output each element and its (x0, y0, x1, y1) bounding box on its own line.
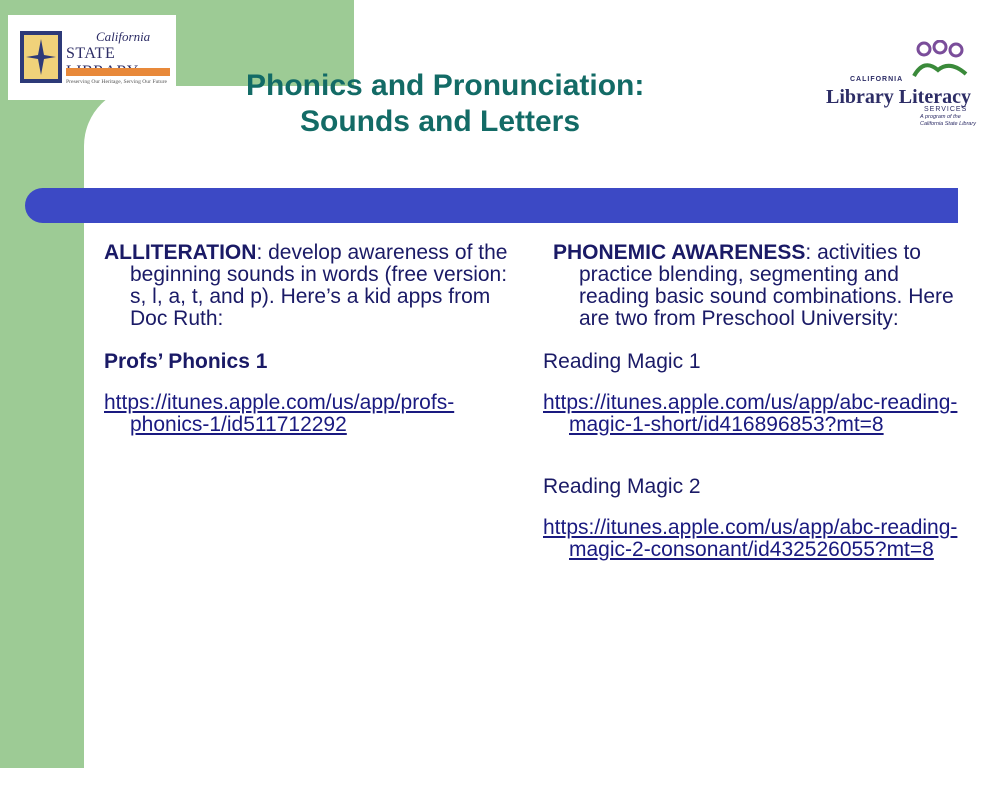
green-sidebar (0, 0, 84, 768)
app-link-paragraph (104, 392, 514, 436)
logo-california-text: California (96, 29, 151, 44)
profs-phonics-link[interactable]: https://itunes.apple.com/us/app/profs-phonics-1/id511712292 (104, 391, 455, 436)
logo-services-text: SERVICES (924, 106, 968, 113)
app-name-reading-magic-2: Reading Magic 2 (543, 475, 701, 498)
right-column (543, 242, 973, 561)
phonemic-awareness-description: : activities to practice blending, segmenting and reading basic sound combinations. Here are two from Preschool University: (579, 241, 954, 330)
people-icon (910, 40, 970, 80)
app-name-reading-magic-1: Reading Magic 1 (543, 350, 701, 373)
alliteration-heading: ALLITERATION (104, 241, 257, 264)
seal-icon (20, 31, 62, 83)
alliteration-paragraph (104, 242, 514, 330)
title-line-1: Phonics and Pronunciation: (246, 69, 645, 102)
reading-magic-1-link[interactable]: https://itunes.apple.com/us/app/abc-reading-magic-1-short/id416896853?mt=8 (543, 391, 958, 436)
logo-california-label: CALIFORNIA (850, 76, 904, 83)
reading-magic-2-paragraph (543, 517, 973, 561)
logo-tagline: Preserving Our Heritage, Serving Our Future (66, 79, 167, 85)
alliteration-description: : develop awareness of the beginning sounds in words (free version: s, l, a, t, and p). Here’s a kid apps from Doc Ruth: (130, 241, 508, 330)
logo-orange-stripe (66, 68, 170, 76)
library-literacy-services-logo (824, 40, 984, 135)
logo-state-library-text: STATE (66, 45, 116, 62)
left-column (104, 242, 514, 436)
reading-magic-1-paragraph (543, 392, 973, 436)
reading-magic-2-link[interactable]: https://itunes.apple.com/us/app/abc-reading-magic-2-consonant/id432526055?mt=8 (543, 516, 958, 561)
blue-divider-band (25, 188, 958, 223)
title-line-2: Sounds and Letters (300, 105, 581, 138)
california-state-library-logo (8, 15, 176, 100)
logo-program-text: A program of the California State Library (920, 114, 976, 127)
logo-library-literacy-text: Library Literacy (826, 86, 971, 108)
phonemic-awareness-paragraph (543, 242, 973, 330)
phonemic-awareness-heading: PHONEMIC AWARENESS (553, 241, 806, 264)
app-name-profs-phonics: Profs’ Phonics 1 (104, 350, 268, 373)
slide-title (246, 68, 806, 140)
